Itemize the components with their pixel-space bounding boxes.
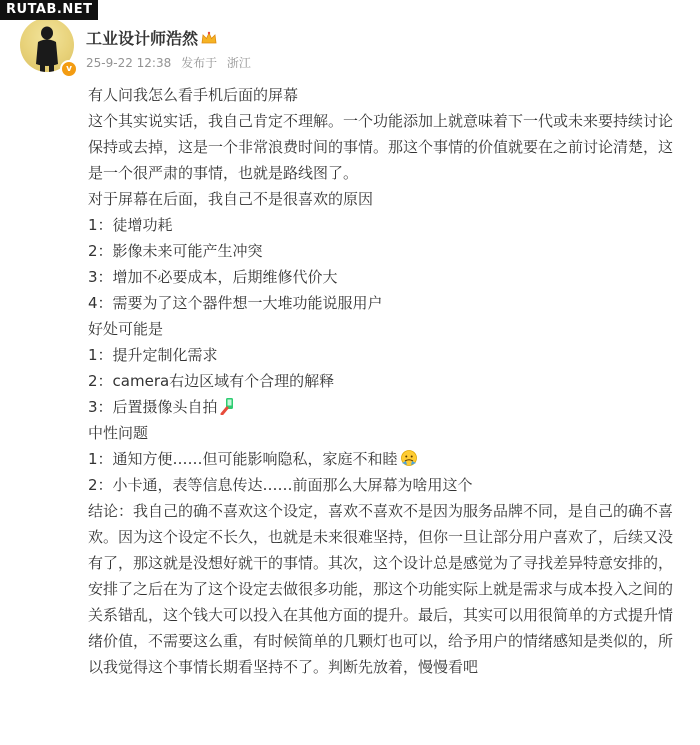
post-line: 1：徒增功耗 (88, 216, 173, 234)
post-location: 浙江 (226, 56, 251, 70)
author-name[interactable] (86, 26, 217, 49)
verified-badge-icon: v (60, 60, 78, 78)
post-line: 对于屏幕在后面，我自己不是很喜欢的原因 (88, 190, 374, 208)
watermark-label: RUTAB.NET (0, 0, 98, 20)
post-line: 2：小卡通，表等信息传达……前面那么大屏幕为啥用这个 (88, 476, 473, 494)
source-label: 发布于 (181, 56, 218, 70)
worried-face-emoji (400, 449, 418, 467)
post-line-text: 1：通知方便……但可能影响隐私，家庭不和睦 (88, 450, 398, 468)
author-name-text: 工业设计师浩然 (86, 29, 199, 48)
post-date: 25-9-22 12:38 (86, 56, 172, 70)
post-line: 中性问题 (88, 424, 149, 442)
post-line: 4：需要为了这个器件想一大堆功能说服用户 (88, 294, 383, 312)
post-line: 有人问我怎么看手机后面的屏幕 (88, 86, 299, 104)
post-line-with-emoji (88, 446, 684, 472)
post-meta (86, 54, 257, 71)
post-line-text: 3：后置摄像头自拍 (88, 398, 218, 416)
post-line-with-emoji (88, 394, 684, 420)
selfie-stick-emoji (220, 397, 236, 415)
post-line: 2：camera右边区域有个合理的解释 (88, 372, 335, 390)
post-body (88, 82, 684, 680)
post-conclusion: 结论：我自己的确不喜欢这个设定，喜欢不喜欢不是因为服务品牌不同，是自己的确不喜欢。因为这个设定不长久，也就是未来很难坚持，但你一旦让部分用户喜欢了，后续又没有了，那这就是没想好就干的事情。其次，这个设计总是感觉为了寻找差异特意安排的，安排了之后在为了这个设定去做很多功能，那这个功能实际上就是需求与成本投入之间的关系错乱，这个钱大可以投入在其他方面的提升。最后，其实可以用很简单的方式提升情绪价值，不需要这么重，有时候简单的几颗灯也可以，给予用户的情绪感知是类似的，所以我觉得这个事情长期看坚持不了。判断先放着，慢慢看吧 (88, 502, 674, 676)
post-line: 好处可能是 (88, 320, 164, 338)
post-line: 1：提升定制化需求 (88, 346, 218, 364)
crown-icon (201, 31, 217, 45)
post-line: 3：增加不必要成本，后期维修代价大 (88, 268, 338, 286)
post-line: 2：影像未来可能产生冲突 (88, 242, 263, 260)
post-line: 这个其实说实话，我自己肯定不理解。一个功能添加上就意味着下一代或未来要持续讨论保持或去掉，这是一个非常浪费时间的事情。那这个事情的价值就要在之前讨论清楚，这是一个很严肃的事情，也就是路线图了。 (88, 112, 674, 182)
post-header (20, 18, 680, 80)
